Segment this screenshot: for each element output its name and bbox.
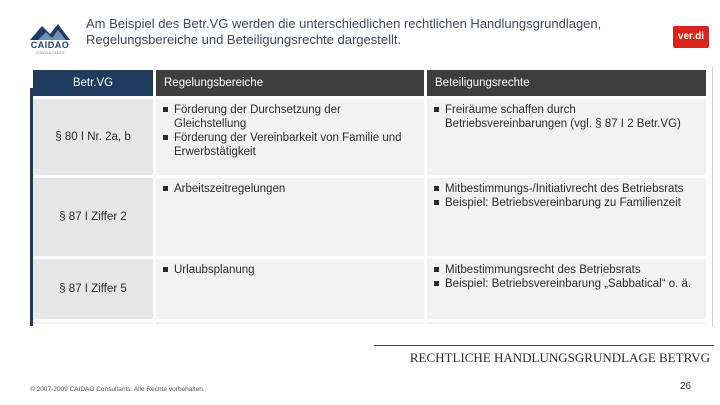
list-item: Urlaubsplanung [162,263,416,277]
row-bereiche [156,178,424,256]
verdi-logo: ver.di [673,26,709,48]
list-item: Förderung der Durchsetzung der Gleichstellung [162,103,416,131]
row-rechte [427,178,706,256]
list-item: Förderung der Vereinbarkeit von Familie und Erwerbstätigkeit [162,131,416,159]
caidao-logo [24,22,76,54]
footer-divider [374,345,714,346]
row-bereiche [156,259,424,319]
footer-title: RECHTLICHE HANDLUNGSGRUNDLAGE BETRVG [409,350,710,365]
right-border-line [712,67,713,327]
list-item: Freiräume schaffen durch Betriebsvereinbarungen (vgl. § 87 I 2 Betr.VG) [433,103,698,131]
spacer-cell [33,322,153,324]
row-rechte [427,99,706,175]
left-accent-bar [30,88,33,326]
header-beteiligungsrechte: Beteiligungsrechte [427,70,706,96]
row-rechte [427,259,706,319]
list-item: Beispiel: Betriebsvereinbarung zu Familienzeit [433,196,698,210]
copyright-notice: © 2007-2009 CAIDAO Consultants. Alle Rechte vorbehalten. [30,386,205,393]
caidao-tagline: CONSULTANTS [35,50,65,55]
header-betrvg: Betr.VG [33,70,153,96]
row-law: § 80 I Nr. 2a, b [33,99,153,175]
row-law: § 87 I Ziffer 2 [33,178,153,256]
list-item: Mitbestimmungs-/Initiativrecht des Betriebsrats [433,182,698,196]
page-number: 26 [680,381,692,392]
table-header-row [33,70,706,96]
list-item: Beispiel: Betriebsvereinbarung „Sabbatical“ o. ä. [433,277,698,291]
intro-text: Am Beispiel des Betr.VG werden die unterschiedlichen rechtlichen Handlungsgrundlagen, Regelungsbereiche und Beteiligungsrechte dargestellt. [86,16,602,47]
table-row [33,178,706,256]
caidao-wordmark: CAIDAO [30,40,70,50]
table-spacer-row [33,322,706,324]
table-row [33,259,706,319]
row-bereiche [156,99,424,175]
spacer-cell [156,322,424,324]
spacer-cell [427,322,706,324]
table-row [33,99,706,175]
caidao-logo-mark-icon [24,22,76,42]
row-law: § 87 I Ziffer 5 [33,259,153,319]
list-item: Mitbestimmungsrecht des Betriebsrats [433,263,698,277]
list-item: Arbeitszeitregelungen [162,182,416,196]
header-regelungsbereiche: Regelungsbereiche [156,70,424,96]
legal-basis-table [30,67,709,327]
